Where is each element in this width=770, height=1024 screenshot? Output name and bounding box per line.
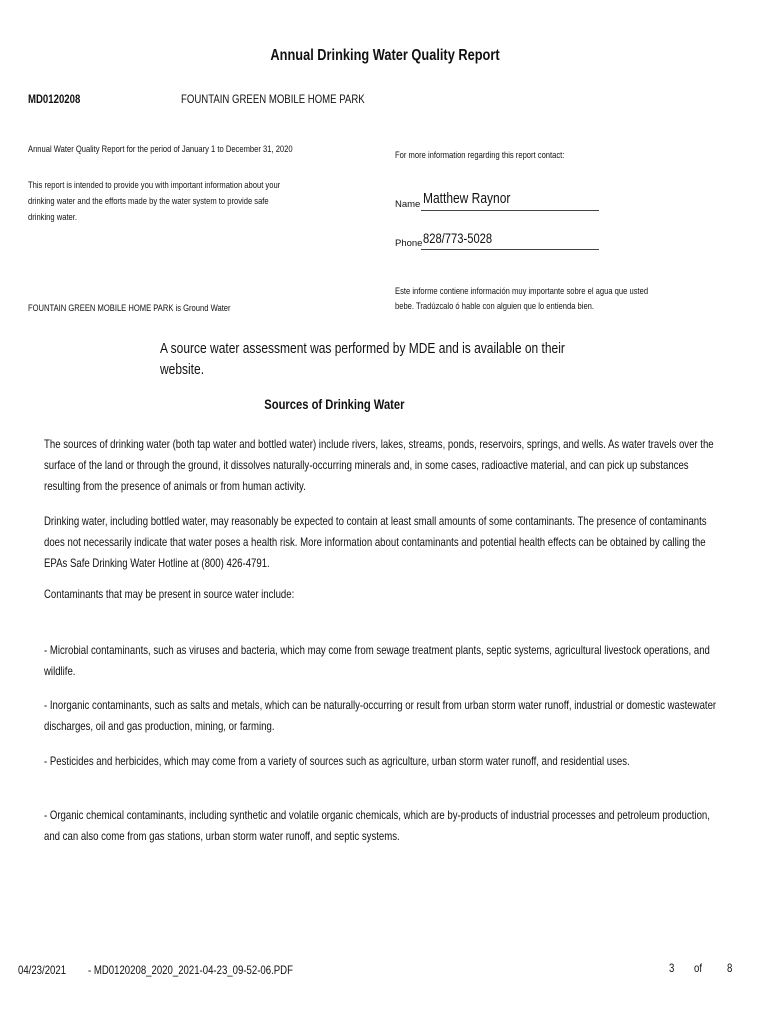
report-period: Annual Water Quality Report for the period of January 1 to December 31, 2020 xyxy=(28,144,293,155)
paragraph-line: surface of the land or through the ground, it dissolves naturally-occurring minerals and, in some cases, radioactive material, and can pick up substances xyxy=(44,458,689,472)
paragraph-line: The sources of drinking water (both tap water and bottled water) include rivers, lakes, streams, ponds, reservoirs, springs, and wells. As water travels over the xyxy=(44,437,714,451)
bullet-organic xyxy=(44,805,770,847)
phone-field xyxy=(421,230,599,250)
contact-heading: For more information regarding this report contact: xyxy=(395,150,565,161)
name-value: Matthew Raynor xyxy=(423,190,511,207)
system-name: FOUNTAIN GREEN MOBILE HOME PARK xyxy=(181,92,365,106)
spanish-notice xyxy=(395,284,711,314)
name-label: Name xyxy=(395,199,421,210)
intro-line: drinking water. xyxy=(28,212,78,223)
intro-text xyxy=(28,178,343,226)
bullet-line: - Organic chemical contaminants, including synthetic and volatile organic chemicals, which are by-products of industrial processes and petroleum production, xyxy=(44,808,710,822)
report-title: Annual Drinking Water Quality Report xyxy=(270,47,500,64)
bullet-microbial xyxy=(44,640,770,682)
assessment-line: website. xyxy=(160,361,205,378)
paragraph-line: resulting from the presence of animals or from human activity. xyxy=(44,479,306,493)
footer-page-number: 3 xyxy=(669,961,675,975)
sources-heading: Sources of Drinking Water xyxy=(264,396,405,412)
phone-label: Phone xyxy=(395,238,423,249)
spanish-line: bebe. Tradúzcalo ó hable con alguien que lo entienda bien. xyxy=(395,301,595,312)
bullet-line: discharges, oil and gas production, mining, or farming. xyxy=(44,719,275,733)
phone-value: 828/773-5028 xyxy=(423,230,493,246)
bullet-line: - Microbial contaminants, such as viruses and bacteria, which may come from sewage treatment plants, septic systems, agricultural livestock operations, and xyxy=(44,643,710,657)
paragraph-line: EPAs Safe Drinking Water Hotline at (800) 426-4791. xyxy=(44,556,270,570)
paragraph-line: does not necessarily indicate that water poses a health risk. More information about contaminants and potential health effects can be obtained by calling the xyxy=(44,535,706,549)
bullet-inorganic xyxy=(44,695,770,737)
bullet-line: - Pesticides and herbicides, which may come from a variety of sources such as agriculture, urban storm water runoff, and residential uses. xyxy=(44,754,630,768)
footer-of: of xyxy=(694,961,703,975)
contaminants-intro: Contaminants that may be present in source water include: xyxy=(44,587,295,601)
bullet-line: and can also come from gas stations, urban storm water runoff, and septic systems. xyxy=(44,829,400,843)
footer-filename: - MD0120208_2020_2021-04-23_09-52-06.PDF xyxy=(88,963,293,977)
bullet-line: - Inorganic contaminants, such as salts and metals, which can be naturally-occurring or result from urban storm water runoff, industrial or domestic wastewater xyxy=(44,698,717,712)
intro-line: drinking water and the efforts made by the water system to provide safe xyxy=(28,196,269,207)
assessment-text xyxy=(160,338,666,380)
contaminants-paragraph xyxy=(44,511,770,574)
sources-paragraph xyxy=(44,434,770,497)
name-field xyxy=(421,190,599,211)
spanish-line: Este informe contiene información muy importante sobre el agua que usted xyxy=(395,286,649,297)
intro-line: This report is intended to provide you with important information about your xyxy=(28,180,281,191)
bullet-line: wildlife. xyxy=(44,664,76,678)
footer-date: 04/23/2021 xyxy=(18,963,67,977)
assessment-line: A source water assessment was performed by MDE and is available on their xyxy=(160,340,565,357)
source-type: FOUNTAIN GREEN MOBILE HOME PARK is Ground Water xyxy=(28,303,231,314)
paragraph-line: Drinking water, including bottled water, may reasonably be expected to contain at least small amounts of some contaminants. The presence of contaminants xyxy=(44,514,707,528)
footer-page-total: 8 xyxy=(727,961,733,975)
bullet-pesticides xyxy=(44,751,770,772)
system-id: MD0120208 xyxy=(28,92,81,106)
